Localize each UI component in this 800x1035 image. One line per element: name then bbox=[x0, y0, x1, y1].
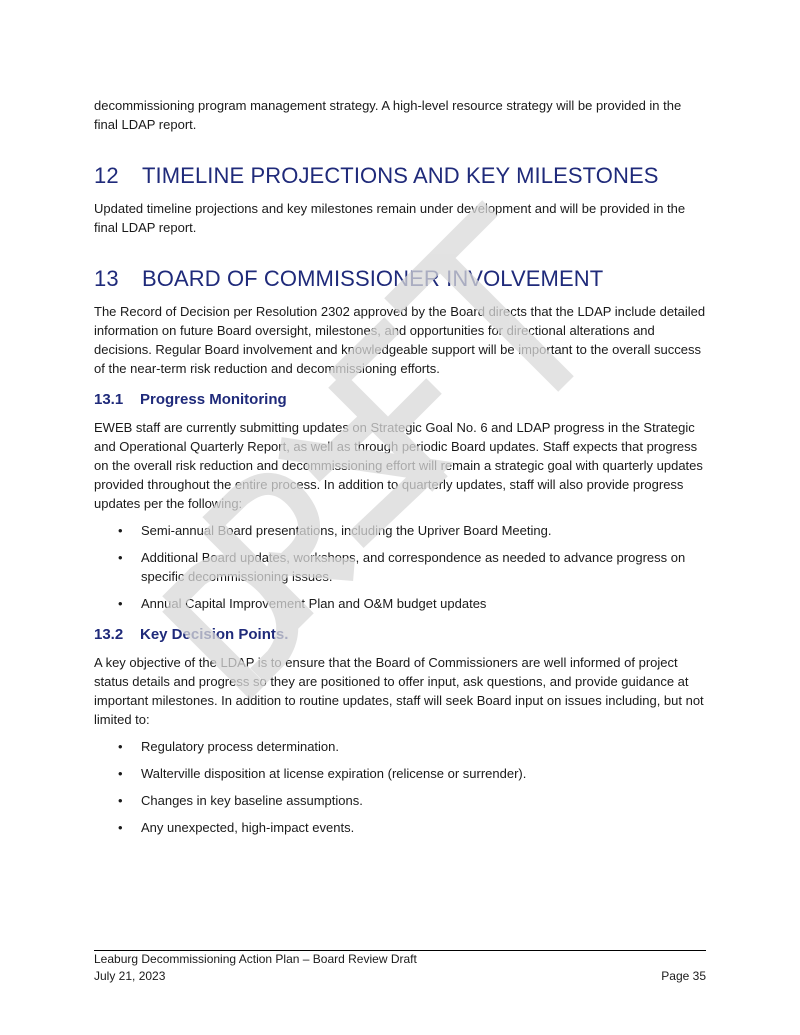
section-13-1-title: Progress Monitoring bbox=[140, 391, 287, 408]
list-item: • Regulatory process determination. bbox=[118, 739, 339, 754]
footer-row bbox=[94, 968, 706, 985]
section-12-heading bbox=[94, 162, 706, 190]
bullet-icon: • bbox=[118, 550, 123, 565]
bullet-icon: • bbox=[118, 793, 123, 808]
bullet-icon: • bbox=[118, 523, 123, 538]
section-13-body: The Record of Decision per Resolution 2302 approved by the Board directs that the LDAP include detailed information on future Board oversight, milestones, and opportunities for directional alterations and decisions. Regular Board involvement and knowledgeable support will be important to the overall success of the near-term risk reduction and decommissioning efforts. bbox=[94, 304, 706, 376]
section-12-body: Updated timeline projections and key milestones remain under development and will be provided in the final LDAP report. bbox=[94, 201, 686, 235]
section-13-2-body: A key objective of the LDAP is to ensure that the Board of Commissioners are well informed of project status details and progress so they are positioned to offer input, ask questions, and provide guidance at important milestones. In addition to routine updates, staff will seek Board input on issues including, but not limited to: bbox=[94, 655, 704, 727]
section-13-title: BOARD OF COMMISSIONER INVOLVEMENT bbox=[142, 266, 604, 291]
bullet-icon: • bbox=[118, 596, 123, 611]
list-item: • Walterville disposition at license expiration (relicense or surrender). bbox=[118, 766, 527, 781]
footer-date: July 21, 2023 bbox=[94, 969, 166, 983]
page-number: Page 35 bbox=[661, 969, 706, 983]
intro-paragraph: decommissioning program management strategy. A high-level resource strategy will be provided in the final LDAP report. bbox=[94, 98, 682, 132]
section-13-heading bbox=[94, 265, 706, 293]
bullet-icon: • bbox=[118, 739, 123, 754]
section-13-2-number: 13.2 bbox=[94, 626, 124, 643]
list-item: • Additional Board updates, workshops, and correspondence as needed to advance progress on specific decommissioning issues. bbox=[118, 550, 686, 584]
section-13-1-body: EWEB staff are currently submitting updates on Strategic Goal No. 6 and LDAP progress in the Strategic and Operational Quarterly Report, as well as through periodic Board updates. Staff expects that progress on the overall risk reduction and decommissioning effort will remain a strategic goal with quarterly updates provided throughout the entire process. In addition to quarterly updates, staff will also provide progress updates per the following: bbox=[94, 420, 703, 511]
section-12-number: 12 bbox=[94, 163, 119, 188]
list-item: • Semi-annual Board presentations, including the Upriver Board Meeting. bbox=[118, 523, 552, 538]
section-13-1-heading bbox=[94, 390, 706, 410]
footer-title: Leaburg Decommissioning Action Plan – Board Review Draft bbox=[94, 952, 417, 966]
progress-updates-list bbox=[94, 521, 706, 613]
section-13-2-heading bbox=[94, 625, 706, 645]
decision-points-list bbox=[94, 737, 706, 837]
page-footer bbox=[94, 950, 706, 985]
bullet-icon: • bbox=[118, 766, 123, 781]
list-item: • Annual Capital Improvement Plan and O&M budget updates bbox=[118, 596, 487, 611]
bullet-icon: • bbox=[118, 820, 123, 835]
page-content bbox=[94, 96, 706, 837]
section-13-2-title: Key Decision Points. bbox=[140, 626, 289, 643]
section-12-title: TIMELINE PROJECTIONS AND KEY MILESTONES bbox=[142, 163, 659, 188]
list-item: • Any unexpected, high-impact events. bbox=[118, 820, 355, 835]
section-13-1-number: 13.1 bbox=[94, 391, 124, 408]
list-item: • Changes in key baseline assumptions. bbox=[118, 793, 363, 808]
section-13-number: 13 bbox=[94, 266, 119, 291]
